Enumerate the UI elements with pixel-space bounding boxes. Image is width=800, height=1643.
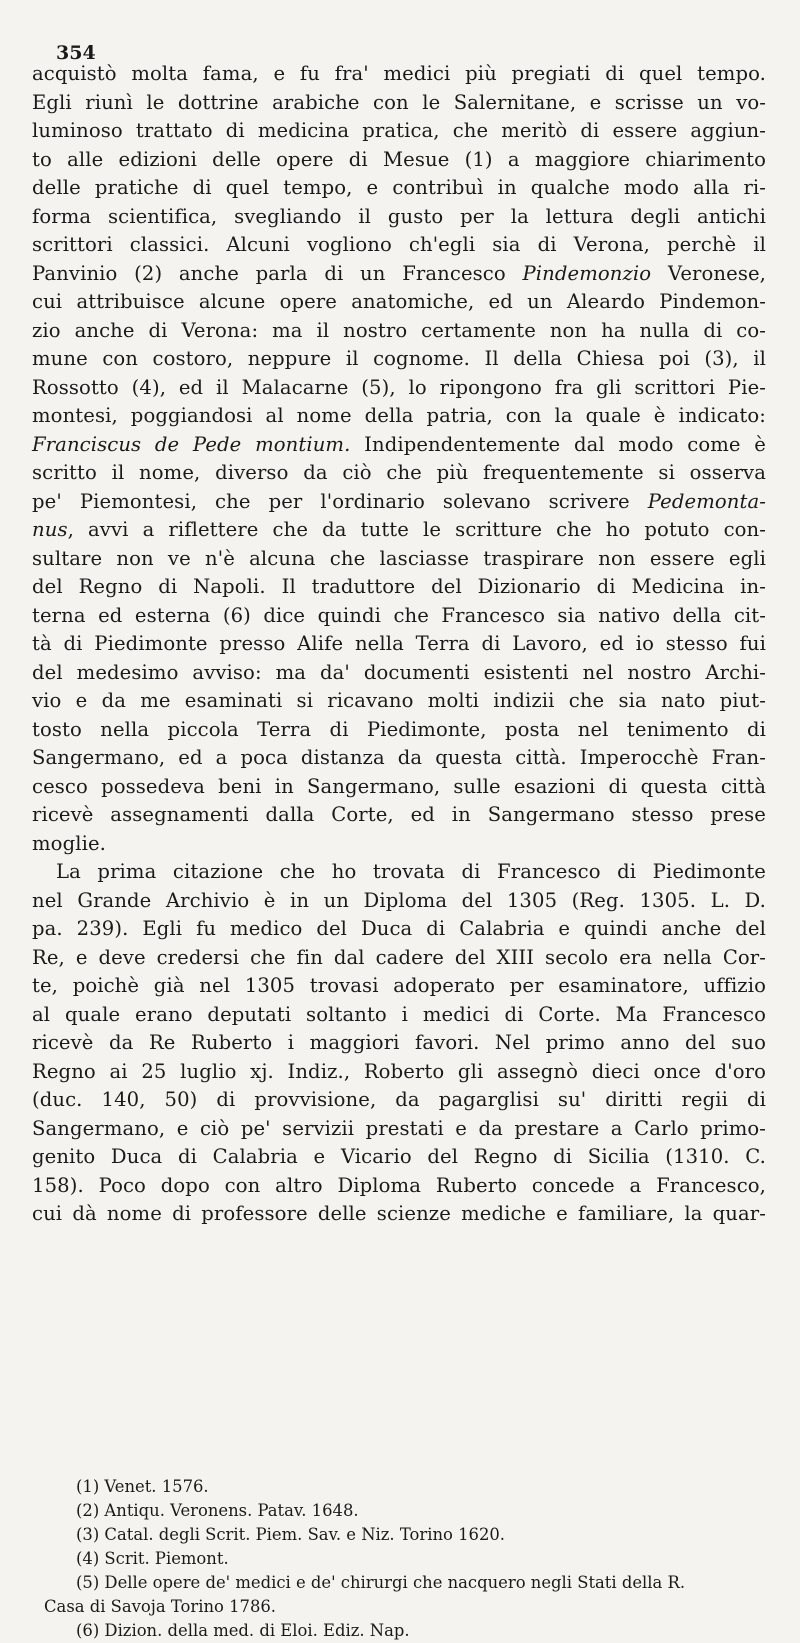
text-line: La prima citazione che ho trovata di Francesco di Piedimonte (56, 860, 766, 883)
text-line: del Regno di Napoli. Il traduttore del Dizionario di Medicina in- (32, 575, 766, 598)
text-line: vio e da me esaminati si ricavano molti indizii che sia nato piut- (32, 689, 766, 712)
text-line: pe' Piemontesi, che per l'ordinario solevano scrivere Pedemonta- (32, 489, 766, 513)
footnote: (4) Scrit. Piemont. (76, 1548, 229, 1568)
text-line: cesco possedeva beni in Sangermano, sulle esazioni di questa città (32, 774, 766, 798)
text-line: acquistò molta fama, e fu fra' medici più pregiati di quel tempo. (32, 62, 766, 85)
footnote: (2) Antiqu. Veronens. Patav. 1648. (76, 1500, 359, 1520)
text-line: Franciscus de Pede montium. Indipendentemente dal modo come è (32, 432, 766, 456)
text-line: to alle edizioni delle opere di Mesue (1) a maggiore chiarimento (32, 147, 766, 171)
text-line: luminoso trattato di medicina pratica, che meritò di essere aggiun- (32, 119, 766, 142)
text-line: zio anche di Verona: ma il nostro certamente non ha nulla di co- (32, 318, 766, 342)
page-number: 354 (56, 42, 96, 64)
text-line: scritto il nome, diverso da ciò che più frequentemente si osserva (32, 461, 766, 484)
text-line: terna ed esterna (6) dice quindi che Francesco sia nativo della cit- (32, 603, 766, 627)
text-line: al quale erano deputati soltanto i medici di Corte. Ma Francesco (32, 1002, 766, 1026)
footnote: (1) Venet. 1576. (76, 1476, 209, 1496)
paragraph-2 (32, 858, 766, 1229)
text-line: ricevè da Re Ruberto i maggiori favori. Nel primo anno del suo (32, 1031, 766, 1054)
text-line: delle pratiche di quel tempo, e contribuì in qualche modo alla ri- (32, 176, 766, 199)
text-line: pa. 239). Egli fu medico del Duca di Calabria e quindi anche del (32, 917, 766, 940)
text-line: forma scientifica, svegliando il gusto per la lettura degli antichi (32, 204, 766, 228)
text-line: moglie. (32, 831, 106, 855)
text-line: Rossotto (4), ed il Malacarne (5), lo ripongono fra gli scrittori Pie- (32, 375, 766, 399)
footnote: (3) Catal. degli Scrit. Piem. Sav. e Niz. Torino 1620. (76, 1524, 506, 1544)
text-line: (duc. 140, 50) di provvisione, da pagarglisi su' diritti regii di (32, 1088, 766, 1111)
text-line: ricevè assegnamenti dalla Corte, ed in Sangermano stesso prese (32, 803, 766, 826)
text-line: sultare non ve n'è alcuna che lasciasse traspirare non essere egli (32, 546, 766, 570)
text-line: te, poichè già nel 1305 trovasi adoperato per esaminatore, uffizio (32, 974, 766, 997)
main-text (32, 60, 766, 1229)
text-line: cui dà nome di professore delle scienze mediche e familiare, la quar- (32, 1202, 766, 1225)
text-line: 158). Poco dopo con altro Diploma Ruberto concede a Francesco, (32, 1173, 766, 1197)
text-line: genito Duca di Calabria e Vicario del Regno di Sicilia (1310. C. (32, 1145, 766, 1168)
footnote: (6) Dizion. della med. di Eloi. Ediz. Nap. (76, 1620, 410, 1640)
footnotes (32, 1475, 766, 1643)
text-line: montesi, poggiandosi al nome della patria, con la quale è indicato: (32, 404, 766, 427)
text-line: tà di Piedimonte presso Alife nella Terra di Lavoro, ed io stesso fui (32, 632, 766, 655)
text-line: Panvinio (2) anche parla di un Francesco Pindemonzio Veronese, (32, 261, 766, 285)
text-line: Sangermano, ed a poca distanza da questa città. Imperocchè Fran- (32, 746, 766, 769)
text-line: Regno ai 25 luglio xj. Indiz., Roberto gli assegnò dieci once d'oro (32, 1059, 766, 1083)
text-line: cui attribuisce alcune opere anatomiche, ed un Aleardo Pindemon- (32, 290, 766, 313)
text-line: nel Grande Archivio è in un Diploma del 1305 (Reg. 1305. L. D. (32, 888, 766, 912)
text-line: scrittori classici. Alcuni vogliono ch'egli sia di Verona, perchè il (32, 233, 766, 256)
text-line: tosto nella piccola Terra di Piedimonte, posta nel tenimento di (32, 717, 766, 741)
text-line: Sangermano, e ciò pe' servizii prestati e da prestare a Carlo primo- (32, 1116, 766, 1140)
text-line: nus, avvi a riflettere che da tutte le scritture che ho potuto con- (32, 518, 766, 541)
text-line: Re, e deve credersi che fin dal cadere del XIII secolo era nella Cor- (32, 945, 766, 969)
paragraph-1 (32, 60, 766, 858)
text-line: del medesimo avviso: ma da' documenti esistenti nel nostro Archi- (32, 660, 766, 684)
text-line: Egli riunì le dottrine arabiche con le Salernitane, e scrisse un vo- (32, 90, 766, 114)
footnote: (5) Delle opere de' medici e de' chirurgi che nacquero negli Stati della R. (76, 1572, 686, 1592)
footnote: Casa di Savoja Torino 1786. (44, 1596, 277, 1616)
text-line: mune con costoro, neppure il cognome. Il della Chiesa poi (3), il (32, 347, 766, 370)
